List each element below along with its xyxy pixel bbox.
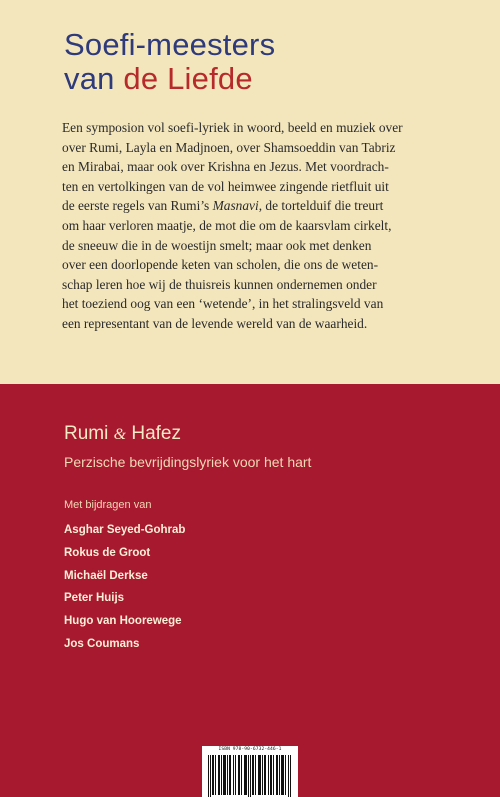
blurb-line: een representant van de levende wereld van de waarheid. (62, 315, 368, 331)
blurb-line: over een doorlopende keten van scholen, die ons de weten- (62, 257, 379, 273)
series-title-b: Hafez (131, 423, 181, 444)
contributors-label: Met bijdragen van (64, 499, 152, 511)
barcode (202, 746, 298, 797)
book-reference: Masnavi (212, 198, 259, 214)
contributors-list (64, 519, 185, 656)
title-line-2-prefix: van (64, 61, 124, 96)
blurb-line: schap leren hoe wij de thuisreis kunnen ondernemen onder (62, 276, 377, 292)
blurb-line: Een symposion vol soefi-lyriek in woord, beeld en muziek over (62, 120, 403, 135)
contributor-name: Asghar Seyed-Gohrab (64, 524, 186, 536)
blurb-line: over Rumi, Layla en Madjnoen, over Shamsoeddin van Tabriz (62, 139, 396, 155)
barcode-bars-icon (208, 755, 292, 797)
blurb-text: de eerste regels van Rumi’s (62, 198, 213, 214)
blurb-line (62, 196, 457, 216)
series-title-a: Rumi (64, 423, 109, 444)
blurb-line: de sneeuw die in de woestijn smelt; maar ook met denken (62, 237, 372, 253)
blurb-line: en Mirabai, maar ook over Krishna en Jezus. Met voordrach- (62, 159, 389, 175)
title-accent: de Liefde (123, 61, 253, 96)
series-title (64, 423, 181, 445)
book-title (64, 28, 275, 96)
isbn-text: ISBN 978-90-6732-446-1 (218, 747, 282, 752)
blurb-line: het toeziend oog van een ‘wetende’, in het stralingsveld van (62, 296, 384, 312)
series-subtitle: Perzische bevrijdingslyriek voor het hart (64, 454, 312, 470)
contributor-name: Jos Coumans (64, 637, 140, 650)
blurb-text: , de tortelduif die treurt (258, 198, 384, 214)
blurb-line: om haar verloren maatje, de mot die om de kaarsvlam cirkelt, (62, 217, 392, 233)
contributor-name: Rokus de Groot (64, 546, 151, 559)
contributor-name: Michaël Derkse (64, 569, 148, 582)
title-line-2 (64, 62, 275, 96)
series-ampersand: & (113, 426, 127, 443)
contributor-name: Hugo van Hoorewege (64, 615, 182, 628)
blurb-line: ten en vertolkingen van de vol heimwee zingende rietfluit uit (62, 178, 389, 194)
contributor-name: Peter Huijs (64, 592, 125, 605)
back-cover-blurb (62, 118, 457, 334)
title-line-1: Soefi-meesters (64, 27, 276, 62)
